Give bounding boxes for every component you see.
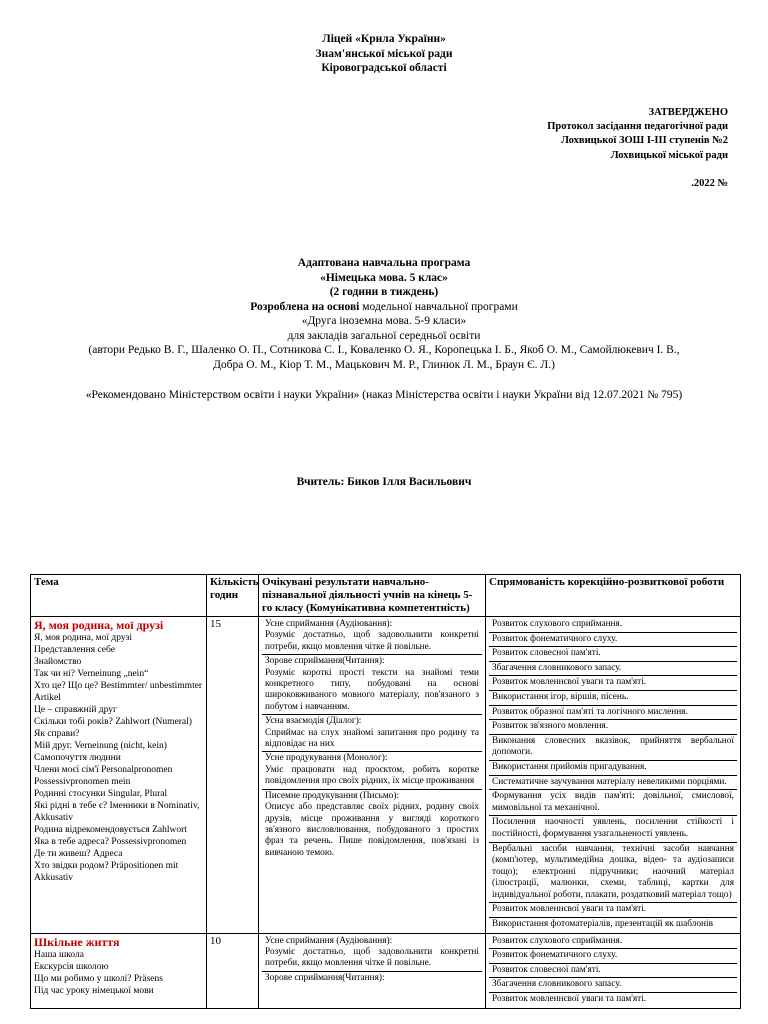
subtopic: Так чи ні? Verneinung „nein“: [34, 669, 149, 679]
approval-block: [547, 106, 728, 191]
correction-item: Розвиток фонематичного слуху.: [489, 633, 737, 648]
topic-cell: [31, 617, 207, 934]
correction-item: Розвиток мовленнєвої уваги та пам'яті.: [492, 994, 647, 1005]
subtopic: Наша школа: [34, 949, 85, 960]
result-block: [262, 655, 482, 715]
subtopic: Скільки тобі років? Zahlwort (Numeral): [34, 717, 192, 727]
result-block: [262, 752, 482, 789]
result-description: Розуміє достатньо, щоб задовольнити конкретні потреби, якщо мовлення чітке й повільне.: [265, 630, 479, 652]
subtopic: Хто звідки родом? Präpositionen mit Akkusativ: [34, 861, 179, 883]
result-block: [262, 618, 482, 655]
table-row: [31, 617, 741, 934]
approval-title: ЗАТВЕРДЖЕНО: [648, 107, 728, 118]
subtopic: Яка в тебе адреса? Possessivpronomen: [34, 837, 187, 847]
correction-item: Розвиток слухового сприймання.: [489, 935, 737, 950]
result-description: Розуміє достатньо, щоб задовольнити конкретні потреби, якщо мовлення чітке й повільне.: [265, 947, 479, 969]
approval-line: Лохвицької міської ради: [610, 149, 728, 161]
teacher-name: Вчитель: Биков Ілля Васильович: [296, 476, 472, 488]
result-skill: Усне сприймання (Аудіювання):: [265, 935, 393, 946]
result-skill: Зорове сприймання(Читання):: [265, 656, 385, 667]
program-info: [0, 256, 768, 403]
subtopic: Хто це? Що це? Bestimmter/ unbestimmter Artikel: [34, 681, 203, 703]
approval-line: Лохвицької ЗОШ І-ІІІ ступенів №2: [561, 135, 728, 147]
table-header-row: [31, 575, 741, 617]
approval-line: Протокол засідання педагогічної ради: [547, 121, 728, 133]
hours-cell: 15: [207, 617, 259, 934]
subtopic: Самопочуття людини: [34, 753, 121, 763]
table-body: [31, 617, 741, 1009]
program-recommendation: «Рекомендовано Міністерством освіти і науки України» (наказ Міністерства освіти і науки України від 12.07.2021 № 795): [85, 389, 683, 401]
correction-item: Розвиток образної пам'яті та логічного мислення.: [489, 706, 737, 721]
result-description: Сприймає на слух знайомі запитання про родину та відповідає на них: [265, 727, 479, 750]
result-skill: Зорове сприймання(Читання):: [265, 972, 385, 983]
program-title: Адаптована навчальна програма: [297, 257, 471, 269]
subtopic: Що ми робимо у школі? Präsens: [34, 973, 163, 984]
program-hours: (2 години в тиждень): [329, 286, 439, 298]
header-correction: Спрямованість корекційно-розвиткової роботи: [486, 575, 741, 617]
topic-cell: [31, 933, 207, 1008]
subtopic: Члени моєї сім'ї Personalpronomen: [34, 765, 173, 775]
result-skill: Усна взаємодія (Діалог):: [265, 716, 362, 727]
result-description: Описує або представляє своїх рідних, родину своїх друзів, місце проживання у вигляді короткого зв'язного висловлювання, побудованого з простих фраз та речень. Пише повідомлення, пов'язані із вивчаною темою.: [265, 802, 479, 858]
correction-item: Розвиток словесної пам'яті.: [489, 964, 737, 979]
correction-item: Виконання словесних вказівок, прийняття вербальної допомоги.: [489, 735, 737, 761]
subtopic: Знайомство: [34, 657, 82, 667]
header-hours: Кількість годин: [207, 575, 259, 617]
curriculum-table: [30, 574, 741, 1009]
subtopic: Родинні стосунки Singular, Plural: [34, 789, 168, 799]
correction-item: Використання прийомів пригадування.: [489, 761, 737, 776]
program-model: «Друга іноземна мова. 5-9 класи»: [301, 315, 467, 327]
subtopic: Які рідні в тебе є? Іменники в Nominativ, Akkusativ: [34, 801, 200, 823]
program-authors: (автори Редько В. Г., Шаленко О. П., Сотникова С. І., Коваленко О. Я., Коропецька І. Б., Якоб О. М., Самойлюкевич І. В.,: [88, 344, 680, 356]
correction-item: Розвиток слухового сприймання.: [489, 618, 737, 633]
approval-date: .2022 №: [691, 177, 728, 189]
correction-item: Посилення наочності уявлень, посилення стійкості і постійності, формування узагальненості уявлень.: [489, 816, 737, 842]
result-block: [262, 935, 482, 972]
program-basis: [0, 300, 768, 315]
subtopic: Представлення себе: [34, 645, 115, 655]
subtopic: Це – справжній друг: [34, 705, 117, 715]
result-skill: Писемне продукування (Письмо):: [265, 790, 400, 801]
program-subject: «Німецька мова. 5 клас»: [320, 271, 448, 284]
subtopic: Мій друг. Verneinung (nicht, kein): [34, 741, 167, 751]
subtopic: Я, моя родина, мої друзі: [34, 633, 132, 643]
results-cell: [259, 617, 486, 934]
subtopic: Родина відрекомендовується Zahlwort: [34, 825, 187, 835]
result-block: [262, 790, 482, 860]
header-topic: Тема: [31, 575, 207, 617]
result-block: [262, 715, 482, 752]
correction-item: Розвиток зв'язного мовлення.: [489, 720, 737, 735]
correction-cell: [486, 617, 741, 934]
school-region: Кіровоградської області: [321, 62, 447, 74]
table-row: [31, 933, 741, 1008]
correction-cell: [486, 933, 741, 1008]
program-basis-rest: модельної навчальної програми: [359, 300, 518, 313]
school-name: Ліцей «Крила України»: [322, 33, 446, 45]
program-for: для закладів загальної середньої освіти: [287, 329, 481, 342]
correction-item: Систематичне заучування матеріалу невеликими порціями.: [489, 776, 737, 791]
correction-item: Збагачення словникового запасу.: [489, 662, 737, 677]
topic-title: Я, моя родина, мої друзі: [34, 618, 164, 632]
program-authors: Добра О. М., Кіор Т. М., Мацькович М. Р., Глинюк Л. М., Браун Є. Л.): [213, 358, 555, 371]
topic-title: Шкільне життя: [34, 934, 120, 949]
school-header: [0, 32, 768, 76]
correction-item: Розвиток мовленнєвої уваги та пам'яті.: [489, 903, 737, 918]
hours-cell: 10: [207, 933, 259, 1008]
result-description: Уміє працювати над проєктом, робить коротке повідомлення про своїх рідних, їх місце проживання: [265, 764, 479, 787]
correction-item: Формування усіх видів пам'яті: довільної, смислової, мимовільної та механічної.: [489, 790, 737, 816]
correction-item: Використання фотоматеріалів, презентацій як шаблонів: [492, 919, 713, 930]
correction-item: Розвиток мовленнєвої уваги та пам'яті.: [489, 676, 737, 691]
subtopic: Де ти живеш? Адреса: [34, 849, 123, 859]
result-skill: Усне сприймання (Аудіювання):: [265, 619, 393, 629]
correction-item: Збагачення словникового запасу.: [489, 978, 737, 993]
result-description: Розуміє короткі прості тексти на знайомі теми конкретного типу, побудовані на основі широковживаного мовного матеріалу, пов'язаного з побутом і навчанням.: [265, 667, 479, 712]
correction-item: Вербальні засоби навчання, технічні засоби навчання (комп'ютер, мультимедійна дошка, відео- та аудіозаписи тощо); електронні підручники; наочний матеріал (ілюстрації, малюнки, схеми, таблиці, картки для індивідуальної роботи, плакати, роздатковий матеріал тощо): [489, 843, 737, 904]
results-cell: [259, 933, 486, 1008]
result-skill: Усне продукування (Монолог):: [265, 753, 388, 764]
program-basis-bold: Розроблена на основі: [250, 300, 360, 313]
subtopic: Possessivpronomen mein: [34, 777, 131, 787]
subtopic: Екскурсія школою: [34, 961, 109, 972]
result-block: [262, 972, 482, 985]
correction-item: Розвиток словесної пам'яті.: [489, 647, 737, 662]
correction-item: Розвиток фонематичного слуху.: [489, 949, 737, 964]
subtopic: Під час уроку німецької мови: [34, 985, 154, 996]
subtopic: Як справи?: [34, 729, 80, 739]
correction-item: Використання ігор, віршів, пісень.: [489, 691, 737, 706]
school-council: Знам'янської міської ради: [315, 47, 453, 60]
header-results: Очікувані результати навчально-пізнавальної діяльності учнів на кінець 5-го класу (Комунікативна компетентність): [259, 575, 486, 617]
